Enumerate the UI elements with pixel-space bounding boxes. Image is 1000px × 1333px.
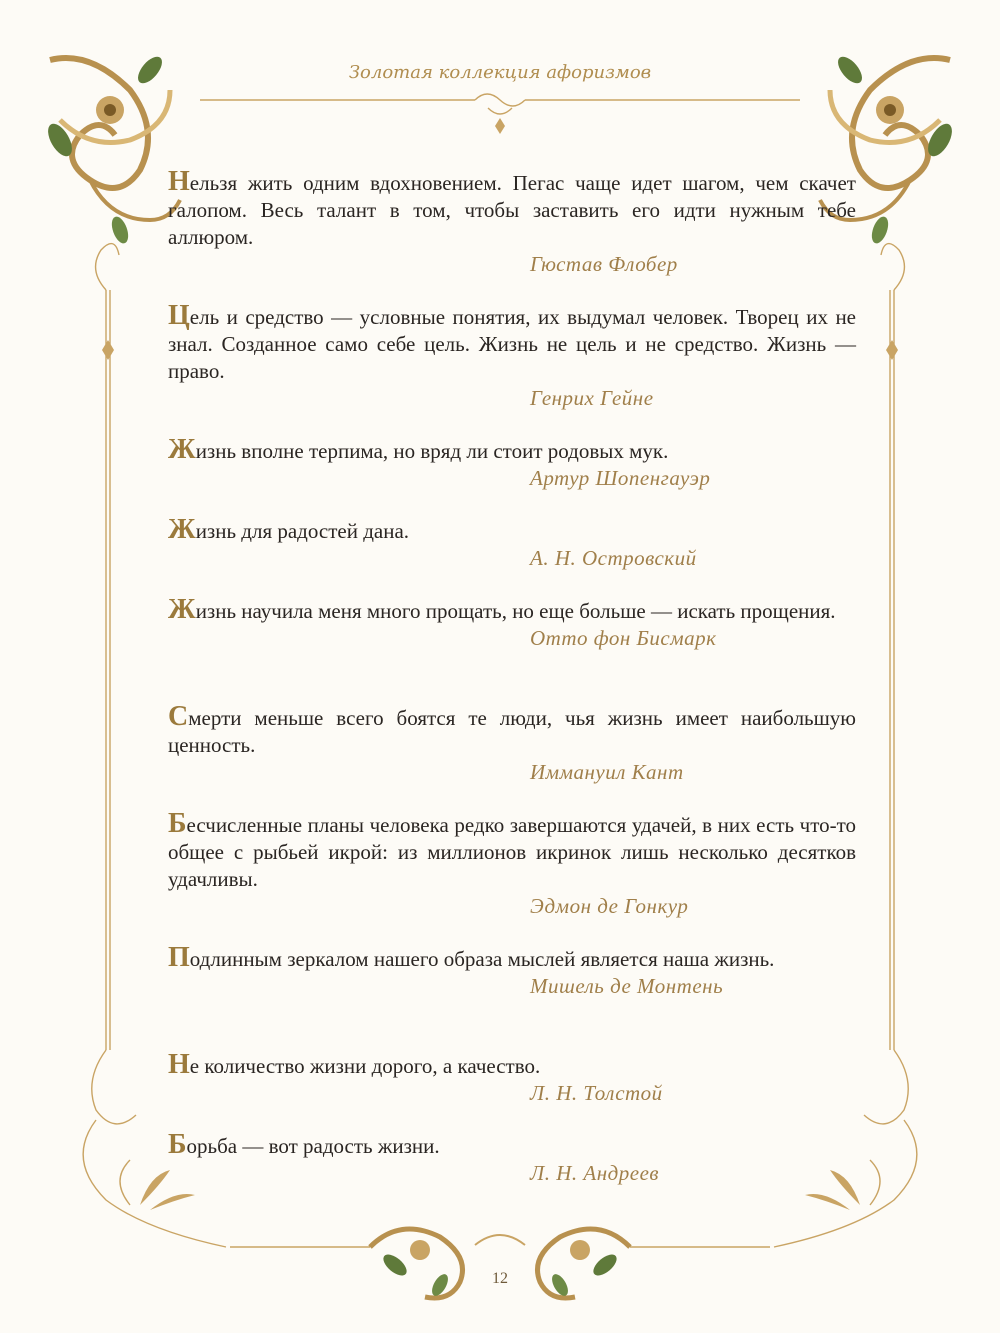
quote-item	[168, 1131, 856, 1187]
quote-author: Гюстав Флобер	[530, 252, 678, 276]
quote-item	[168, 810, 856, 920]
quote-item	[168, 302, 856, 412]
quote-item	[168, 516, 856, 572]
quote-item	[168, 596, 856, 652]
quote-text	[168, 1131, 856, 1160]
quote-author: Л. Н. Андреев	[530, 1161, 660, 1185]
page-number: 12	[492, 1270, 508, 1287]
drop-initial: Ж	[168, 434, 196, 465]
quote-text	[168, 436, 856, 465]
running-title: Золотая коллекция афоризмов	[348, 62, 652, 83]
drop-initial: С	[168, 701, 189, 732]
quote-author: А. Н. Островский	[530, 546, 697, 570]
quote-text	[168, 168, 856, 251]
quote-text	[168, 703, 856, 759]
drop-initial: Ж	[168, 514, 196, 545]
quote-item	[168, 1051, 856, 1107]
drop-initial: Б	[168, 808, 187, 839]
quote-text	[168, 1051, 856, 1080]
quote-text	[168, 810, 856, 893]
quote-body: есчисленные планы человека редко завершаются удачей, в них есть что-то общее с рыбьей икрой: из миллионов икринок лишь несколько десятков удачливы.	[168, 813, 856, 891]
quote-author: Отто фон Бисмарк	[530, 626, 717, 650]
drop-initial: П	[168, 942, 190, 973]
quote-item	[168, 944, 856, 1000]
quote-body: орьба — вот радость жизни.	[186, 1134, 440, 1158]
quote-author: Артур Шопенгауэр	[530, 466, 711, 490]
quote-author: Л. Н. Толстой	[530, 1081, 663, 1105]
quote-text	[168, 596, 856, 625]
quote-text	[168, 302, 856, 385]
quote-body: мерти меньше всего боятся те люди, чья жизнь имеет наибольшую ценность.	[168, 706, 856, 757]
quote-item	[168, 436, 856, 492]
drop-initial: Б	[168, 1129, 187, 1160]
quote-text	[168, 516, 856, 545]
drop-initial: Н	[168, 1049, 190, 1080]
quote-body: изнь научила меня много прощать, но еще больше — искать прощения.	[195, 599, 836, 623]
quote-body: одлинным зеркалом нашего образа мыслей является наша жизнь.	[189, 947, 775, 971]
quote-item	[168, 703, 856, 786]
quote-body: ельзя жить одним вдохновением. Пегас чаще идет шагом, чем скачет галопом. Весь талант в том, чтобы заставить его идти нужным тебе аллюром.	[168, 171, 856, 249]
quote-author: Генрих Гейне	[530, 386, 654, 410]
quote-author: Эдмон де Гонкур	[530, 894, 689, 918]
drop-initial: Ц	[168, 300, 190, 331]
quote-body: изнь для радостей дана.	[195, 519, 410, 543]
quote-body: ель и средство — условные понятия, их выдумал человек. Творец их не знал. Созданное само себе цель. Жизнь не цель и не средство. Жизнь — право.	[168, 305, 856, 383]
quote-body: изнь вполне терпима, но вряд ли стоит родовых мук.	[195, 439, 669, 463]
quote-body: е количество жизни дорого, а качество.	[189, 1054, 541, 1078]
drop-initial: Н	[168, 166, 190, 197]
quote-item	[168, 168, 856, 278]
drop-initial: Ж	[168, 594, 196, 625]
quote-text	[168, 944, 856, 973]
quote-author: Иммануил Кант	[530, 760, 684, 784]
quote-author: Мишель де Монтень	[530, 974, 724, 998]
